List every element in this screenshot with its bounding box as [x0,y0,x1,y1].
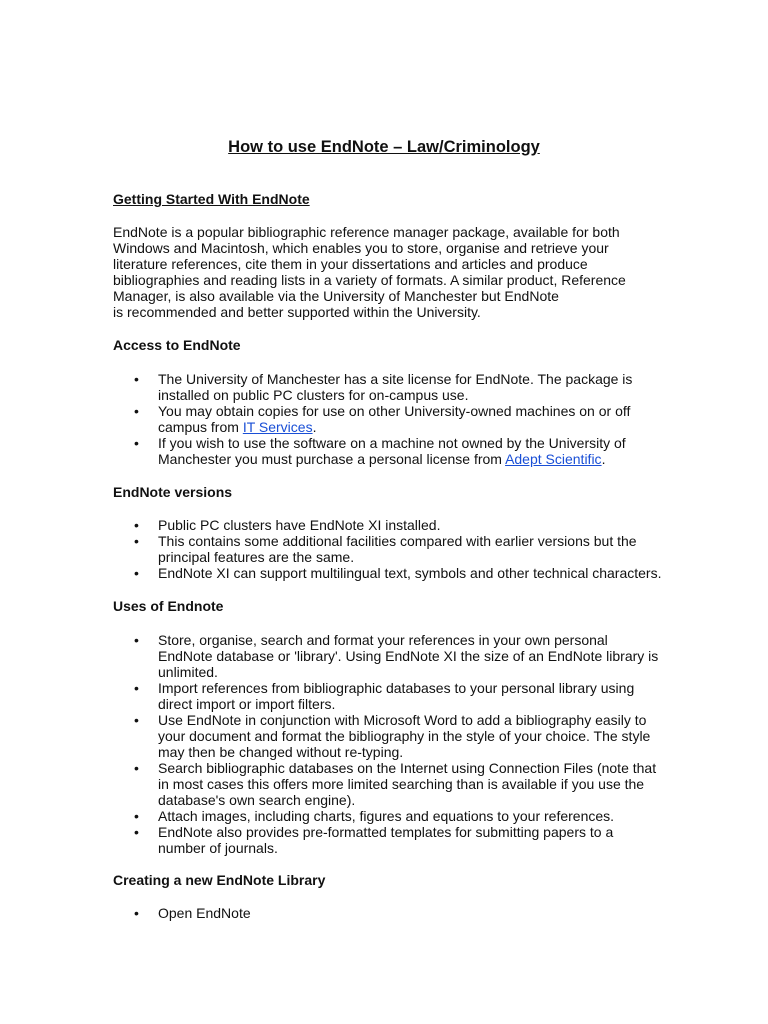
list-item [113,824,673,856]
list-item [113,905,673,921]
paragraph-line: is recommended and better supported within the University. [113,304,481,320]
list-item-text: in most cases this offers more limited searching than is available if you use the [158,776,645,792]
list-item-text: unlimited. [158,664,218,680]
versions-list [113,517,673,581]
paragraph-line: Windows and Macintosh, which enables you to store, organise and retrieve your [113,240,609,256]
text-fragment: Manchester you must purchase a personal license from [158,451,506,467]
list-item [113,435,673,467]
bullet-icon: • [134,533,139,549]
list-item [113,632,673,680]
list-item-text: principal features are the same. [158,549,355,565]
bullet-icon: • [134,760,139,776]
text-fragment: campus from [158,419,243,435]
list-item-text-with-link [158,419,673,435]
list-item-text: The University of Manchester has a site license for EndNote. The package is [158,371,633,387]
list-item-text: database's own search engine). [158,792,356,808]
list-item-text: installed on public PC clusters for on-campus use. [158,387,469,403]
list-item-text: Attach images, including charts, figures and equations to your references. [158,808,615,824]
text-fragment: . [601,451,606,467]
text-fragment: . [312,419,317,435]
bullet-icon: • [134,632,139,648]
heading-creating-library: Creating a new EndNote Library [113,872,326,888]
paragraph-line: EndNote is a popular bibliographic reference manager package, available for both [113,224,620,240]
list-item-text: If you wish to use the software on a machine not owned by the University of [158,435,626,451]
list-item-text: EndNote database or 'library'. Using EndNote XI the size of an EndNote library is [158,648,659,664]
list-item-text: This contains some additional facilities compared with earlier versions but the [158,533,637,549]
bullet-icon: • [134,403,139,419]
list-item-text: Use EndNote in conjunction with Microsoft Word to add a bibliography easily to [158,712,647,728]
heading-versions: EndNote versions [113,484,233,500]
list-item [113,680,673,712]
heading-getting-started: Getting Started With EndNote [113,191,310,207]
it-services-link[interactable]: IT Services [242,419,313,435]
bullet-icon: • [134,712,139,728]
list-item [113,712,673,760]
bullet-icon: • [134,808,139,824]
list-item-text: You may obtain copies for use on other University-owned machines on or off [158,403,631,419]
list-item-text: number of journals. [158,840,278,856]
list-item-text: may then be changed without re-typing. [158,744,404,760]
uses-list [113,632,673,856]
paragraph-getting-started [113,224,673,320]
paragraph-line: literature references, cite them in your dissertations and articles and produce [113,256,588,272]
bullet-icon: • [134,680,139,696]
list-item-text: your document and format the bibliography in the style of your choice. The style [158,728,651,744]
list-item-text: Search bibliographic databases on the Internet using Connection Files (note that [158,760,657,776]
heading-uses: Uses of Endnote [113,598,224,614]
list-item [113,517,673,533]
list-item [113,760,673,808]
bullet-icon: • [134,824,139,840]
list-item-text: Import references from bibliographic databases to your personal library using [158,680,635,696]
list-item [113,808,673,824]
list-item [113,403,673,435]
access-list [113,371,673,467]
list-item-text: Public PC clusters have EndNote XI installed. [158,517,441,533]
list-item [113,371,673,403]
list-item [113,565,673,581]
creating-list [113,905,673,921]
list-item-text: Store, organise, search and format your references in your own personal [158,632,608,648]
bullet-icon: • [134,905,139,921]
bullet-icon: • [134,371,139,387]
list-item-text: EndNote XI can support multilingual text, symbols and other technical characters. [158,565,662,581]
list-item-text: Open EndNote [158,905,251,921]
adept-scientific-link[interactable]: Adept Scientific [505,451,602,467]
heading-access: Access to EndNote [113,337,241,353]
paragraph-line: bibliographies and reading lists in a variety of formats. A similar product, Reference [113,272,626,288]
bullet-icon: • [134,517,139,533]
list-item-text: direct import or import filters. [158,696,336,712]
paragraph-line: Manager, is also available via the University of Manchester but EndNote [113,288,559,304]
bullet-icon: • [134,435,139,451]
document-title: How to use EndNote – Law/Criminology [228,138,540,156]
bullet-icon: • [134,565,139,581]
list-item-text: EndNote also provides pre-formatted templates for submitting papers to a [158,824,614,840]
list-item [113,533,673,565]
list-item-text-with-link [158,451,673,467]
